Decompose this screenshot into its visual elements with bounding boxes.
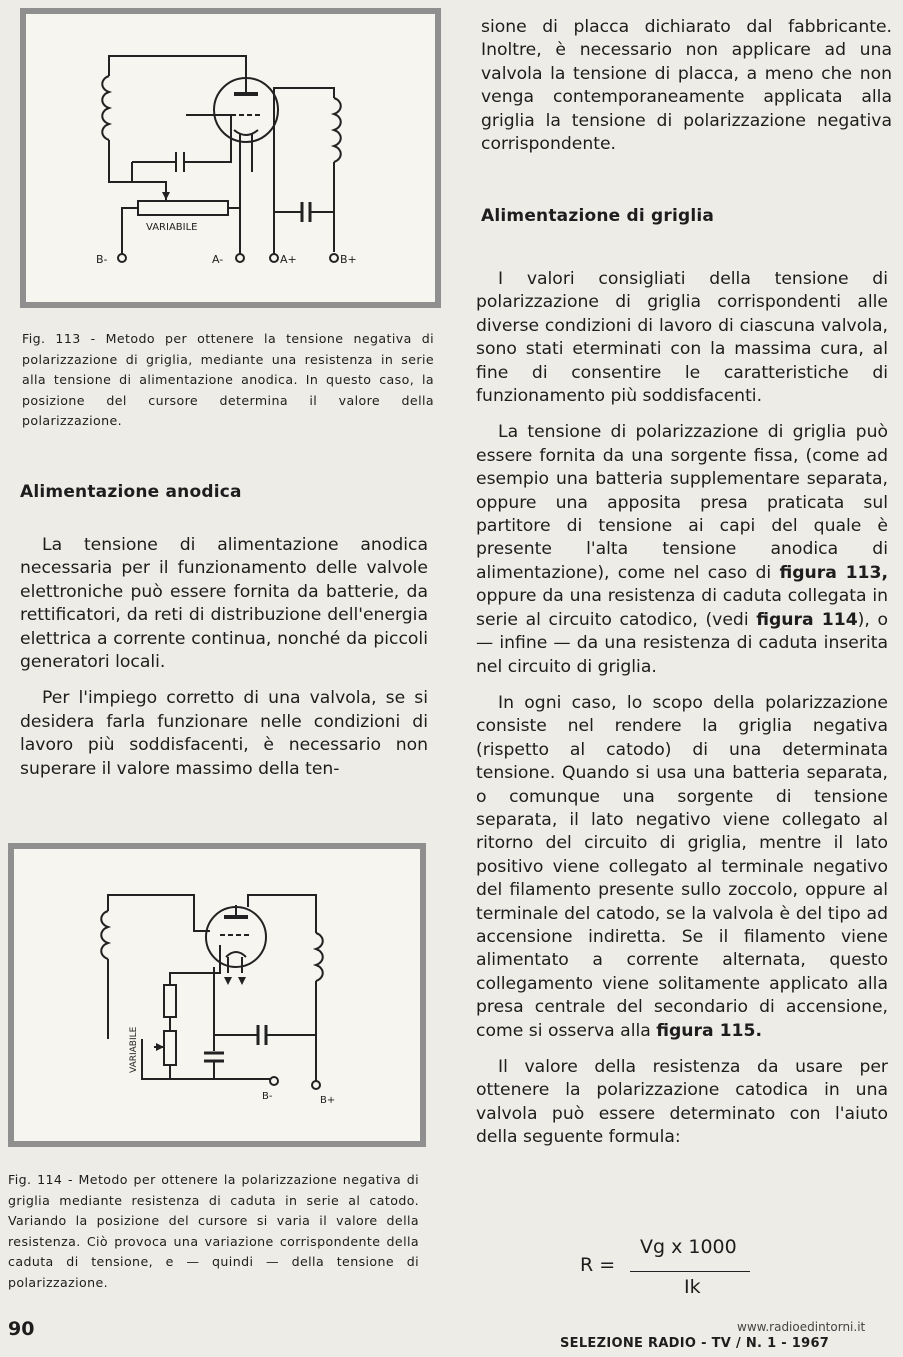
- figure-reference: figura 115.: [656, 1020, 763, 1041]
- formula-denominator: Ik: [684, 1276, 701, 1298]
- fraction-bar: [630, 1271, 750, 1272]
- resistance-formula: [580, 1236, 760, 1306]
- figure-113: [20, 8, 441, 308]
- figure-reference: figura 114: [756, 609, 858, 630]
- figure-113-caption: Fig. 113 - Metodo per ottenere la tensione negativa di polarizzazione di griglia, mediante una resistenza in serie alla tensione di alimentazione anodica. In questo caso, la posizione del cursore determina il valore della polarizzazione.: [22, 331, 434, 429]
- paragraph: Il valore della resistenza da usare per ottenere la polarizzazione catodica in una valvola può essere determinato con l'aiuto della seguente formula:: [476, 1057, 888, 1148]
- heading-alimentazione-di-griglia: Alimentazione di griglia: [481, 206, 715, 226]
- paragraph: La tensione di polarizzazione di griglia può essere fornita da una sorgente fissa, (come ad esempio una batteria supplementare separata, oppure una apposita presa praticata sul partitore di tensione ai capi del quale è presente l'alta tensione anodica di alimentazione), come nel caso di figura 113, oppure da una resistenza di caduta collegata in serie al circuito catodico, (vedi figura 114), o — infine — da una resistenza di caduta inserita nel circuito di griglia.: [476, 422, 889, 677]
- fig114-label-variabile: VARIABILE: [129, 1026, 139, 1073]
- paragraph: La tensione di alimentazione anodica necessaria per il funzionamento delle valvole elettroniche può essere fornita da batterie, da rettificatori, da reti di distribuzione dell'energia elettrica a corrente continua, nonché da piccoli generatori locali.: [20, 535, 428, 673]
- paragraph: sione di placca dichiarato dal fabbricante. Inoltre, è necessario non applicare ad una valvola la tensione di placca, a meno che non venga contemporaneamente applicata alla griglia la tensione di polarizzazione negativa corrispondente.: [481, 17, 892, 155]
- right-column: [476, 268, 888, 1163]
- figure-113-schematic: [26, 14, 435, 302]
- page-number: 90: [8, 1318, 35, 1340]
- fig113-label-variabile: VARIABILE: [146, 222, 198, 233]
- paragraph: Per l'impiego corretto di una valvola, se si desidera farla funzionare nelle condizioni di lavoro più soddisfacenti, è necessario non superare il valore massimo della ten-: [20, 688, 428, 779]
- running-footer: SELEZIONE RADIO - TV / N. 1 - 1967: [560, 1336, 830, 1351]
- fig113-label-a-plus: A+: [280, 253, 297, 266]
- figure-114-caption: Fig. 114 - Metodo per ottenere la polarizzazione negativa di griglia mediante resistenza di caduta in serie al catodo. Variando la posizione del cursore si varia il valore della resistenza. Ciò provoca una variazione corrispondente della caduta di tensione, e — quindi — della tensione di polarizzazione.: [8, 1172, 419, 1290]
- left-column: [20, 534, 428, 794]
- formula-lhs: R =: [580, 1254, 616, 1276]
- fig114-label-b-minus: B-: [262, 1091, 273, 1102]
- heading-alimentazione-anodica: Alimentazione anodica: [20, 482, 242, 502]
- fig113-label-a-minus: A-: [212, 253, 224, 266]
- fig113-label-b-plus: B+: [340, 253, 357, 266]
- formula-numerator: Vg x 1000: [640, 1236, 737, 1258]
- paragraph: I valori consigliati della tensione di polarizzazione di griglia corrispondenti alle diverse condizioni di lavoro di ciascuna valvola, sono stati eterminati con la massima cura, al fine di consentire le caratteristiche di funzionamento più soddisfacenti.: [476, 269, 888, 407]
- watermark: www.radioedintorni.it: [737, 1320, 866, 1334]
- figure-reference: figura 113,: [779, 562, 888, 583]
- fig113-label-b-minus: B-: [96, 253, 108, 266]
- fig114-label-b-plus: B+: [320, 1095, 336, 1106]
- right-column-top: [481, 16, 892, 169]
- figure-114-schematic: [14, 849, 420, 1141]
- paragraph: In ogni caso, lo scopo della polarizzazione consiste nel rendere la griglia negativa (rispetto al catodo) di una determinata tensione. Quando si usa una batteria separata, o comunque una sorgente di tensione separata, il lato negativo viene collegato al ritorno del circuito di griglia, mentre il lato positivo viene collegato al terminale negativo del filamento presente sullo zoccolo, oppure al terminale del catodo, se la valvola è del tipo ad accensione indiretta. Se il filamento viene alimentato a corrente alternata, questo collegamento viene solitamente applicato alla presa centrale del secondario di accensione, come si osserva alla figura 115.: [476, 692, 888, 1041]
- figure-114: [8, 843, 426, 1147]
